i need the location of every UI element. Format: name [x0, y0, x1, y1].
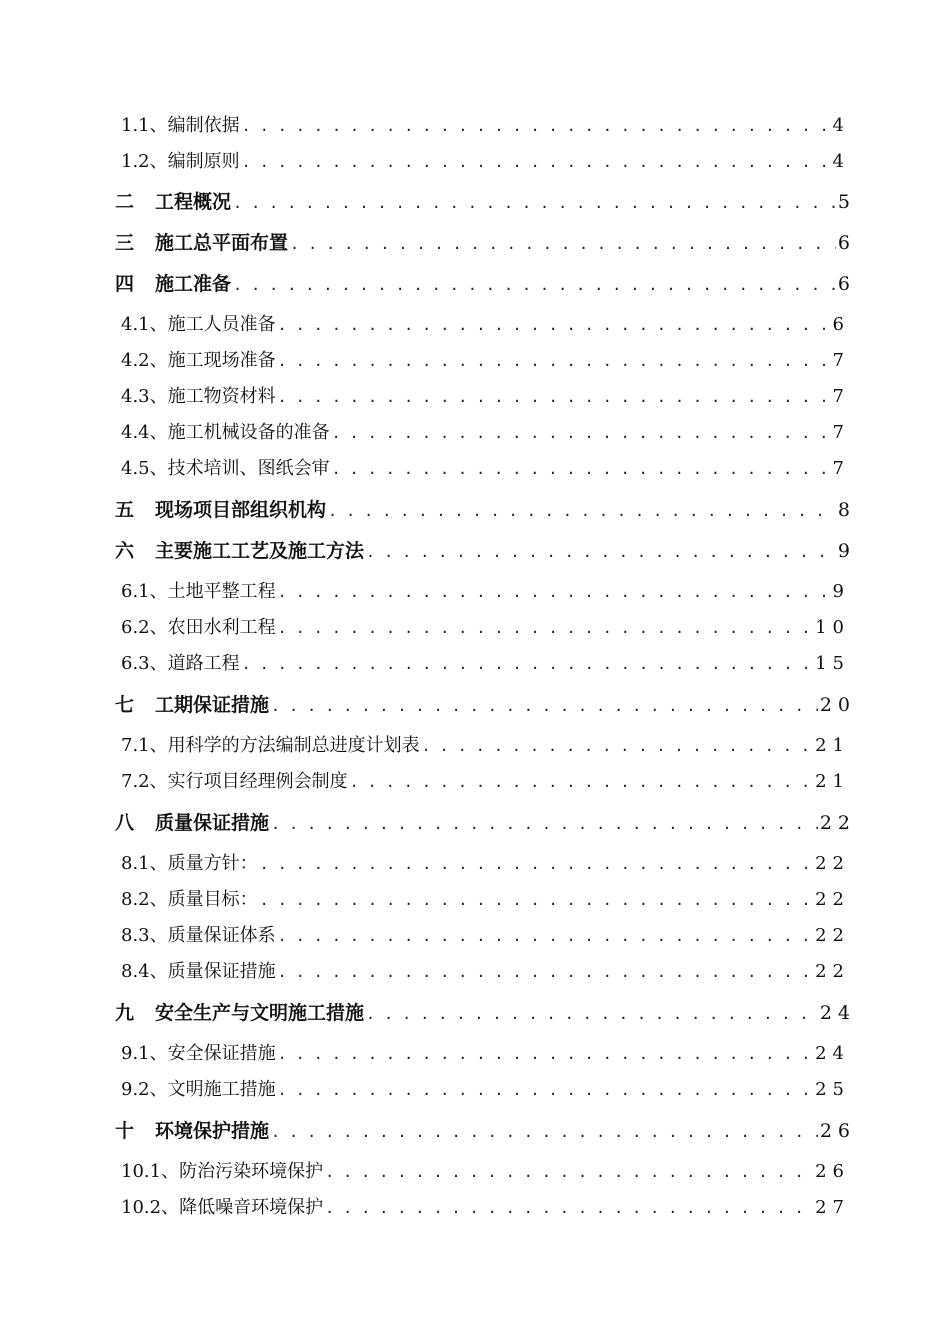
toc-page-number: 6 [832, 314, 850, 335]
toc-page-number: 10 [815, 617, 850, 638]
dot-leader [278, 385, 831, 409]
toc-entry[interactable] [121, 852, 850, 876]
toc-entry[interactable] [115, 498, 856, 523]
dot-leader [271, 1120, 818, 1144]
toc-page-number: 21 [815, 771, 850, 792]
dot-leader [271, 694, 818, 718]
toc-entry-title: 质量保证措施 [155, 812, 270, 834]
toc-page-number: 7 [832, 458, 850, 479]
toc-entry[interactable] [115, 190, 856, 215]
toc-section-number: 十 [115, 1120, 135, 1142]
toc-entry-title: 9.1、安全保证措施 [121, 1043, 276, 1064]
toc-entry[interactable] [121, 349, 850, 373]
toc-page-number: 22 [815, 853, 850, 874]
dot-leader [260, 888, 813, 912]
toc-page-number: 21 [815, 735, 850, 756]
toc-page-number: 25 [815, 1079, 850, 1100]
toc-section-number: 九 [115, 1002, 135, 1024]
dot-leader [278, 960, 813, 984]
dot-leader [350, 770, 813, 794]
toc-entry-title: 工期保证措施 [155, 694, 270, 716]
toc-entry-title: 安全生产与文明施工措施 [155, 1002, 365, 1024]
toc-entry[interactable] [121, 770, 850, 794]
dot-leader [422, 734, 813, 758]
toc-page-number: 20 [819, 694, 856, 716]
toc-entry[interactable] [121, 1078, 850, 1102]
toc-page-number: 7 [832, 422, 850, 443]
toc-page-number: 27 [815, 1197, 850, 1218]
toc-entry[interactable] [115, 811, 856, 836]
toc-page-number: 5 [837, 191, 856, 213]
toc-page-number: 24 [815, 1043, 850, 1064]
dot-leader [366, 1002, 818, 1026]
toc-entry[interactable] [121, 385, 850, 409]
toc-page-number: 6 [837, 232, 856, 254]
toc-entry-title: 8.3、质量保证体系 [121, 925, 276, 946]
dot-leader [332, 457, 831, 481]
toc-page-number: 8 [837, 499, 856, 521]
toc-section-number: 八 [115, 812, 135, 834]
dot-leader [260, 852, 813, 876]
toc-entry-title: 4.3、施工物资材料 [121, 386, 276, 407]
toc-entry-title: 主要施工工艺及施工方法 [155, 540, 365, 562]
toc-entry-title: 8.2、质量目标： [121, 889, 258, 910]
toc-entry-title: 环境保护措施 [155, 1120, 270, 1142]
toc-page-number: 26 [815, 1161, 850, 1182]
toc-entry[interactable] [115, 272, 856, 297]
toc-entry[interactable] [121, 1160, 850, 1184]
toc-entry[interactable] [121, 150, 850, 174]
toc-entry[interactable] [121, 457, 850, 481]
toc-entry[interactable] [121, 924, 850, 948]
dot-leader [278, 313, 831, 337]
toc-entry-title: 6.3、道路工程 [121, 653, 240, 674]
dot-leader [242, 652, 813, 676]
dot-leader [325, 1196, 813, 1220]
toc-entry-title: 现场项目部组织机构 [155, 499, 327, 521]
toc-entry[interactable] [115, 1001, 856, 1026]
toc-entry[interactable] [121, 1042, 850, 1066]
toc-page-number: 15 [815, 653, 850, 674]
toc-entry-title: 施工总平面布置 [155, 232, 289, 254]
toc-entry-title: 6.2、农田水利工程 [121, 617, 276, 638]
toc-entry-title: 4.5、技术培训、图纸会审 [121, 458, 330, 479]
toc-entry[interactable] [121, 888, 850, 912]
toc-entry-title: 7.1、用科学的方法编制总进度计划表 [121, 735, 420, 756]
toc-page-number: 4 [832, 115, 850, 136]
dot-leader [242, 114, 831, 138]
toc-page-number: 7 [832, 350, 850, 371]
dot-leader [278, 1078, 813, 1102]
dot-leader [242, 150, 831, 174]
dot-leader [332, 421, 831, 445]
dot-leader [325, 1160, 813, 1184]
toc-entry-title: 10.1、防治污染环境保护 [121, 1161, 324, 1182]
toc-page-number: 22 [815, 961, 850, 982]
dot-leader [278, 924, 813, 948]
toc-entry[interactable] [115, 1119, 856, 1144]
toc-page-number: 9 [832, 581, 850, 602]
toc-page-number: 26 [819, 1120, 856, 1142]
toc-entry[interactable] [121, 960, 850, 984]
dot-leader [328, 499, 836, 523]
toc-section-number: 七 [115, 694, 135, 716]
toc-entry[interactable] [121, 114, 850, 138]
toc-entry[interactable] [121, 580, 850, 604]
toc-entry[interactable] [115, 693, 856, 718]
toc-entry-title: 4.4、施工机械设备的准备 [121, 422, 330, 443]
toc-entry[interactable] [121, 652, 850, 676]
toc-entry-title: 工程概况 [155, 191, 232, 213]
toc-section-number: 四 [115, 273, 135, 295]
dot-leader [233, 273, 836, 297]
toc-section-number: 二 [115, 191, 135, 213]
dot-leader [233, 191, 836, 215]
toc-section-number: 三 [115, 232, 135, 254]
dot-leader [278, 349, 831, 373]
toc-entry-title: 4.1、施工人员准备 [121, 314, 276, 335]
toc-entry-title: 6.1、土地平整工程 [121, 581, 276, 602]
toc-page-number: 22 [815, 925, 850, 946]
toc-entry[interactable] [121, 421, 850, 445]
toc-entry[interactable] [115, 539, 856, 564]
dot-leader [366, 540, 836, 564]
toc-entry-title: 7.2、实行项目经理例会制度 [121, 771, 348, 792]
toc-entry[interactable] [115, 231, 856, 256]
dot-leader [271, 812, 818, 836]
toc-page-number: 4 [832, 151, 850, 172]
toc-entry-title: 10.2、降低噪音环境保护 [121, 1197, 324, 1218]
toc-entry-title: 8.1、质量方针： [121, 853, 258, 874]
toc-section-number: 六 [115, 540, 135, 562]
toc-entry[interactable] [121, 313, 850, 337]
toc-entry-title: 1.1、编制依据 [121, 115, 240, 136]
toc-entry[interactable] [121, 616, 850, 640]
dot-leader [278, 580, 831, 604]
toc-entry[interactable] [121, 1196, 850, 1220]
toc-entry-title: 施工准备 [155, 273, 232, 295]
toc-page-number: 22 [819, 812, 856, 834]
toc-page-number: 22 [815, 889, 850, 910]
toc-page-number: 6 [837, 273, 856, 295]
toc-section-number: 五 [115, 499, 135, 521]
toc-page-number: 7 [832, 386, 850, 407]
dot-leader [290, 232, 836, 256]
toc-entry-title: 8.4、质量保证措施 [121, 961, 276, 982]
toc-entry[interactable] [121, 734, 850, 758]
toc-page-number: 9 [837, 540, 856, 562]
toc-entry-title: 9.2、文明施工措施 [121, 1079, 276, 1100]
toc-page-number: 24 [819, 1002, 856, 1024]
dot-leader [278, 1042, 813, 1066]
toc-entry-title: 4.2、施工现场准备 [121, 350, 276, 371]
toc-entry-title: 1.2、编制原则 [121, 151, 240, 172]
dot-leader [278, 616, 813, 640]
